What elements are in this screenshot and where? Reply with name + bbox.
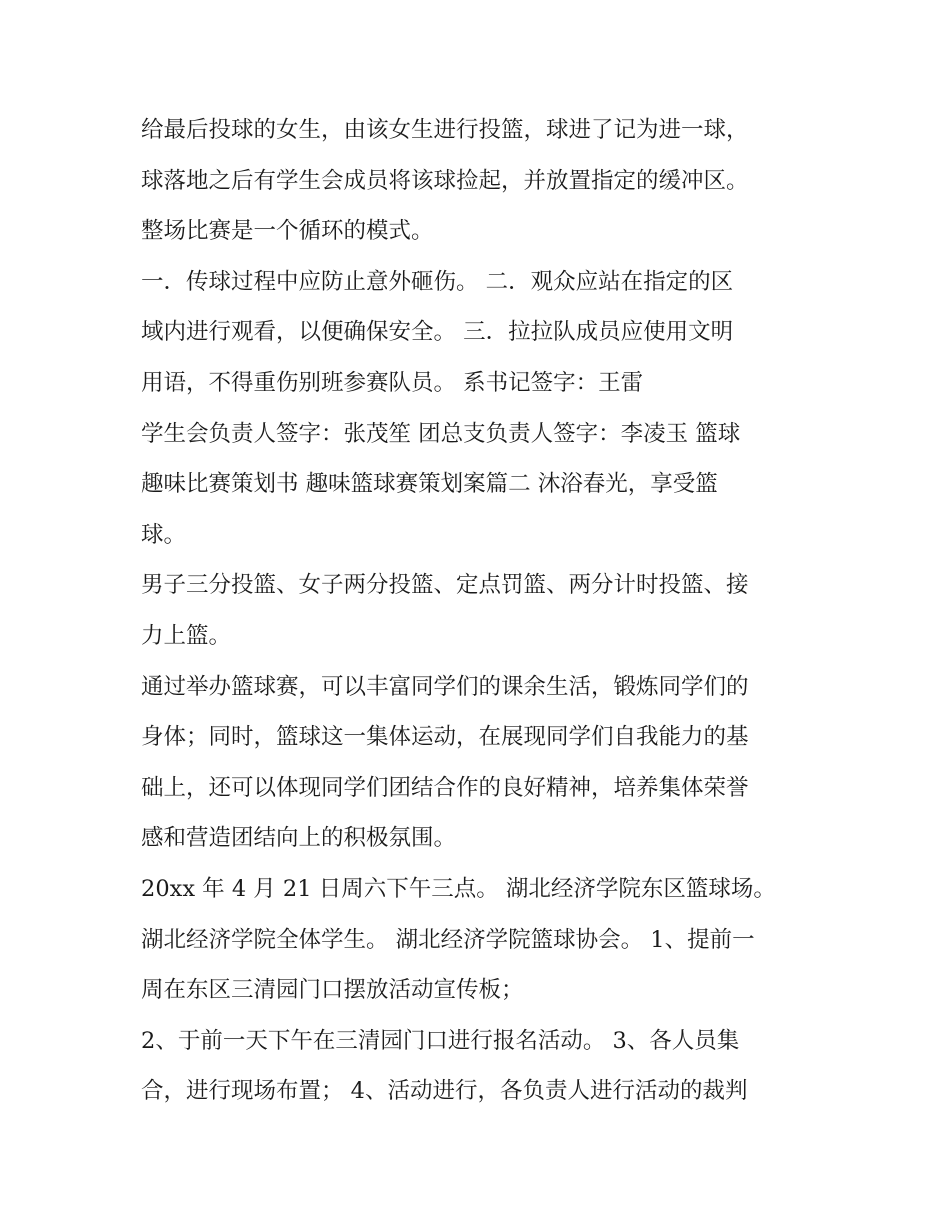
text-line: 用语，不得重伤别班参赛队员。 系书记签字：王雷 (141, 369, 644, 396)
text-line: 2、于前一天下午在三清园门口进行报名活动。 3、各人员集 (141, 1027, 740, 1054)
text-line: 一．传球过程中应防止意外砸伤。 二．观众应站在指定的区 (141, 268, 734, 295)
text-line: 身体；同时，篮球这一集体运动，在展现同学们自我能力的基 (141, 724, 749, 751)
text-line: 球。 (141, 521, 187, 548)
text-line: 周在东区三清园门口摆放活动宣传板； (141, 977, 524, 1004)
text-line: 学生会负责人签字：张茂笙 团总支负责人签字：李凌玉 篮球 (141, 420, 741, 447)
body-text (141, 105, 821, 1117)
text-line: 域内进行观看，以便确保安全。 三．拉拉队成员应使用文明 (141, 319, 734, 346)
text-line: 合，进行现场布置； 4、活动进行，各负责人进行活动的裁判 (141, 1078, 748, 1105)
text-line: 男子三分投篮、女子两分投篮、定点罚篮、两分计时投篮、接 (141, 572, 749, 599)
text-line: 感和营造团结向上的积极氛围。 (141, 825, 457, 852)
text-line: 20xx 年 4 月 21 日周六下午三点。 湖北经济学院东区篮球场。 (141, 875, 776, 902)
text-line: 给最后投球的女生，由该女生进行投篮，球进了记为进一球， (141, 117, 749, 143)
text-line: 趣味比赛策划书 趣味篮球赛策划案篇二 沐浴春光，享受篮 (141, 471, 718, 498)
text-line: 球落地之后有学生会成员将该球捡起，并放置指定的缓冲区。 (141, 167, 749, 194)
text-line: 力上篮。 (141, 622, 232, 649)
text-line: 湖北经济学院全体学生。 湖北经济学院篮球协会。 1、提前一 (141, 926, 755, 953)
text-line: 通过举办篮球赛，可以丰富同学们的课余生活，锻炼同学们的 (141, 673, 749, 700)
text-line: 础上，还可以体现同学们团结合作的良好精神，培养集体荣誉 (141, 774, 749, 801)
text-line: 整场比赛是一个循环的模式。 (141, 218, 434, 245)
